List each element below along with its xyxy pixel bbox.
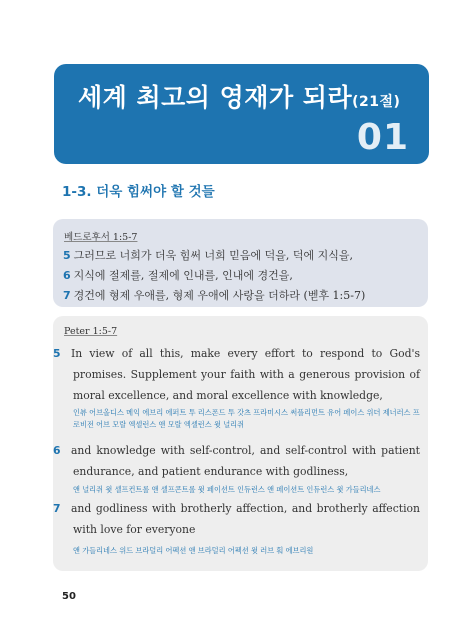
verse-text: 그러므로 너희가 더욱 힘써 너희 믿음에 덕을, 덕에 지식을,: [73, 249, 354, 262]
pronunciation-guide: 앤 가들리네스 위드 브라덜리 어펙션 앤 브라덜리 어펙션 윗 러브 훠 에브리원: [73, 546, 314, 555]
pronunciation-guide: 앤 널리쥐 윗 셀프컨트롤 앤 셀프콘트롤 윗 페이션트 인듀런스 앤 페이션트 인듀런스 윗 가들리네스: [73, 485, 381, 494]
verse-number: 7: [53, 502, 61, 515]
korean-verse: [63, 267, 293, 283]
chapter-banner: [54, 64, 429, 164]
english-verse: [53, 440, 420, 482]
chapter-title-suffix: (21절): [352, 94, 401, 110]
page-number: 50: [62, 591, 76, 602]
english-reference: Peter 1:5-7: [64, 326, 118, 337]
korean-verse: [63, 247, 353, 263]
korean-reference: 베드로후서 1:5-7: [64, 232, 138, 243]
korean-verse: [63, 287, 365, 303]
chapter-title-text: 세계 최고의 영재가 되라: [78, 83, 353, 112]
section-heading: 1-3. 더욱 힘써야 할 것들: [62, 184, 215, 200]
english-verse: [53, 343, 420, 406]
verse-number: 5: [53, 347, 61, 360]
chapter-title: [78, 78, 400, 114]
verse-number: 7: [63, 289, 71, 302]
chapter-number: 01: [356, 117, 409, 158]
verse-text: In view of all this, make every effort to respond to God's promises. Supplement your faith with a generous provision of moral excellence, and moral excellence with knowledge,: [71, 347, 420, 402]
english-verse: [53, 498, 420, 540]
verse-number: 6: [53, 444, 61, 457]
verse-text: and godliness with brotherly affection, and brotherly affection with love for everyone: [71, 502, 420, 536]
verse-number: 5: [63, 249, 71, 262]
verse-text: 경건에 형제 우애를, 형제 우애에 사랑을 더하라 (벧후 1:5-7): [73, 289, 366, 302]
pronunciation-guide: 인뷰 어브올디스 메익 에브리 에퍼트 투 리스폰드 투 갓츠 프라미시스 써플리먼트 유어 페이스 위더 제너러스 프로비전 어브 모랄 엑셀런스 앤 모랄 엑셀런스 윗 널리쥐: [73, 408, 420, 429]
verse-number: 6: [63, 269, 71, 282]
verse-text: and knowledge with self-control, and self-control with patient endurance, and patient endurance with godliness,: [71, 444, 420, 478]
verse-text: 지식에 절제를, 절제에 인내를, 인내에 경건을,: [73, 269, 293, 282]
